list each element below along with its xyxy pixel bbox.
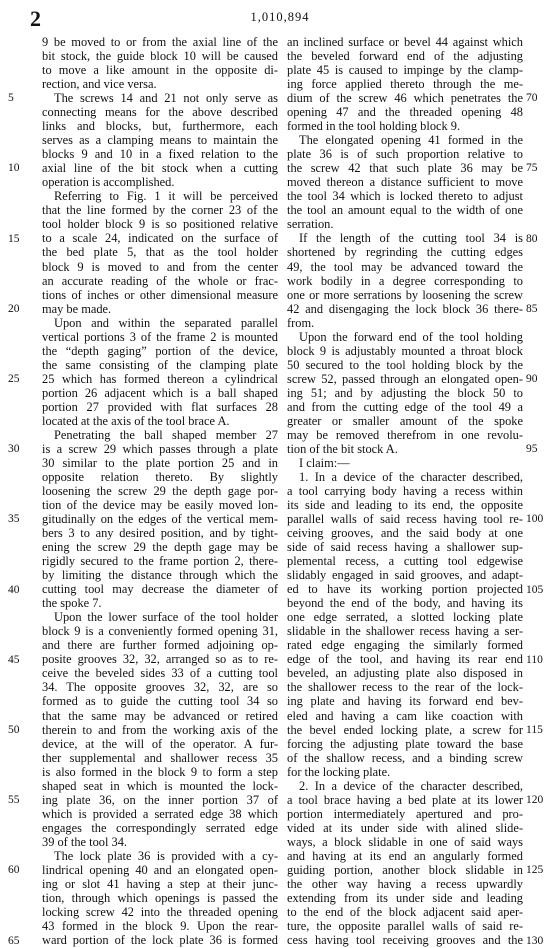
right-text-line: ture, the opposite parallel walls of said re- — [287, 918, 523, 933]
left-text-line: is also formed in the block 9 to form a step — [42, 764, 278, 779]
left-text-line: axial line of the bit stock when a cutting — [42, 161, 278, 176]
left-text-line: The lock plate 36 is provided with a cy- — [54, 848, 278, 863]
left-text-line: tion of the device may be easily moved lon- — [42, 498, 278, 513]
right-margin-line-number: 120 — [526, 794, 544, 807]
left-text-line: the same consisting of the clamping plate — [42, 357, 278, 372]
right-margin-line-number: 100 — [526, 513, 544, 526]
right-text-line: the other way having a recess upwardly — [287, 876, 523, 891]
left-text-line: the bed plate 5, that as the tool holder — [42, 245, 278, 260]
left-margin-line-number: 65 — [8, 934, 20, 947]
left-text-line: 30 similar to the plate portion 25 and in — [42, 455, 278, 470]
right-text-line: ing force applied thereto through the me- — [287, 77, 523, 92]
right-margin-line-number: 110 — [526, 653, 543, 666]
right-text-line: ing plate and having its forward end bev- — [287, 694, 523, 709]
left-text-line: engages the correspondingly serrated edge — [42, 820, 278, 835]
right-text-line: the screw 42 that such plate 36 may be — [287, 161, 523, 176]
left-margin-line-number: 45 — [8, 653, 20, 666]
right-text-line: a tool carrying body having a recess within — [287, 484, 523, 498]
right-text-line: beyond the end of the body, and having its — [287, 596, 523, 611]
right-text-line: 42 and disengaging the lock block 36 there- — [287, 301, 523, 316]
right-text-line: beveled, an adjusting plate also disposed in — [287, 666, 523, 681]
right-text-line: the bevel ended locking plate, a screw for — [287, 722, 523, 737]
right-text-line: formed in the tool holding block 9. — [287, 119, 461, 134]
page-header — [0, 8, 560, 30]
left-text-line: rection, and vice versa. — [42, 77, 157, 92]
left-text-line: lindrical opening 40 and an elongated open- — [42, 862, 278, 877]
left-text-line: ing plate 36, on the inner portion 37 of — [42, 792, 278, 807]
right-text-line: plate 36 is of such proportion relative to — [287, 147, 523, 162]
right-text-line: plemental recess, a cutting tool edgewise — [287, 554, 523, 569]
right-text-line: The elongated opening 41 formed in the — [299, 133, 523, 148]
left-margin-line-number: 55 — [8, 794, 20, 807]
left-text-line: ing or slot 41 having a step at their junc- — [42, 876, 278, 891]
left-text-line: tion, through which openings is passed the — [42, 890, 278, 905]
right-text-line: I claim:— — [299, 455, 350, 470]
left-text-line: The screws 14 and 21 not only serve as — [54, 91, 278, 106]
right-text-line: an inclined surface or bevel 44 against which — [287, 35, 523, 49]
left-text-line: is a screw 29 which passes through a plate — [42, 441, 278, 456]
right-margin-line-number: 130 — [526, 934, 544, 947]
left-margin-line-number: 20 — [8, 302, 20, 315]
left-text-line: formed as to guide the cutting tool 34 so — [42, 694, 278, 709]
left-text-line: block 9 is a conveniently formed opening 31, — [42, 624, 278, 639]
right-text-line: extending from its under side and leading — [287, 890, 523, 905]
right-text-line: edge of the tool, and having its rear end — [287, 652, 523, 667]
right-text-line: 1. In a device of the character described, — [299, 469, 523, 484]
right-text-line: tion of the bit stock A. — [287, 441, 398, 456]
left-text-line: ceive the beveled sides 33 of a cutting tool — [42, 666, 278, 681]
left-text-line: that the same may be advanced or retired — [42, 708, 278, 723]
left-text-line: device, at the will of the operator. A fur- — [42, 736, 278, 751]
right-text-line: screw 52, passed through an elongated open- — [287, 371, 523, 386]
left-text-line: the spoke 7. — [42, 596, 102, 611]
left-margin-line-number: 35 — [8, 513, 20, 526]
left-margin-line-number: 15 — [8, 232, 20, 245]
right-text-line: its side and leading to its end, the opposite — [287, 498, 523, 513]
left-text-line: gitudinally on the edges of the vertical mem- — [42, 512, 278, 527]
left-text-line: ening the screw 29 the depth gage may be — [42, 540, 278, 555]
left-text-line: blocks 9 and 10 in a fixed relation to the — [42, 147, 278, 162]
left-text-line: portion 27 provided with flat surfaces 28 — [42, 399, 278, 414]
right-text-line: If the length of the cutting tool 34 is — [299, 231, 523, 246]
right-text-line: of the shallow recess, and a binding screw — [287, 750, 523, 765]
right-text-line: 50 secured to the tool holding block by the — [287, 357, 523, 372]
left-text-line: to move a like amount in the opposite di- — [42, 63, 278, 78]
left-margin-line-number: 50 — [8, 723, 20, 736]
left-text-line: ward portion of the lock plate 36 is formed — [42, 933, 278, 947]
left-text-line: Upon and within the separated parallel — [54, 315, 278, 330]
left-margin-line-number: 25 — [8, 372, 20, 385]
left-text-line: 39 of the tool 34. — [42, 834, 128, 849]
left-margin-line-number: 5 — [8, 92, 14, 105]
right-text-line: plate 45 is caused to impinge by the clamp- — [287, 63, 523, 78]
right-text-line: guiding portion, another block slidable in — [287, 862, 523, 877]
right-text-line: may be removed therefrom in one revolu- — [287, 427, 523, 442]
left-text-line: posite grooves 32, 32, arranged so as to re- — [42, 652, 278, 667]
left-text-line: tions of inches or other dimensional measure — [42, 287, 278, 302]
right-text-line: the beveled forward end of the adjusting — [287, 49, 523, 64]
left-text-line: connecting means for the above described — [42, 105, 278, 120]
right-text-line: 49, the tool may be advanced toward the — [287, 259, 523, 274]
right-text-line: side of said recess having a shallower sup- — [287, 540, 523, 555]
right-margin-line-number: 90 — [526, 372, 538, 385]
right-text-line: dium of the screw 46 which penetrates the — [287, 91, 523, 106]
right-text-line: cess having tool receiving grooves and the — [287, 933, 523, 947]
right-margin-line-number: 80 — [526, 232, 538, 245]
right-text-line: moved thereon a distance sufficient to move — [287, 175, 523, 190]
right-text-line: ways, a block slidable in one of said ways — [287, 834, 523, 849]
left-text-line: bit stock, the guide block 10 will be caused — [42, 49, 278, 64]
right-text-line: the shallower recess to the rear of the lock- — [287, 680, 523, 695]
right-text-line: ceiving grooves, and the said body at one — [287, 526, 523, 541]
left-text-line: which is provided a serrated edge 38 which — [42, 806, 278, 821]
left-text-line: 43 formed in the block 9. Upon the rear- — [42, 918, 278, 933]
right-text-line: 2. In a device of the character described, — [299, 778, 523, 793]
right-margin-line-number: 105 — [526, 583, 544, 596]
right-text-line: shortened by regrinding the cutting edges — [287, 245, 523, 260]
left-margin-line-number: 40 — [8, 583, 20, 596]
left-text-line: Penetrating the ball shaped member 27 — [54, 427, 278, 442]
left-text-line: Referring to Fig. 1 it will be perceived — [54, 189, 278, 204]
left-text-line: 9 be moved to or from the axial line of the — [42, 35, 278, 49]
left-text-line: by limiting the distance through which the — [42, 568, 278, 583]
right-text-column — [287, 35, 523, 947]
left-text-line: loosening the screw 29 the depth gage por- — [42, 484, 278, 498]
left-text-line: may be made. — [42, 301, 112, 316]
right-text-line: serration. — [287, 217, 334, 232]
patent-number: 1,010,894 — [250, 10, 310, 24]
right-margin-line-number: 125 — [526, 864, 544, 877]
left-margin-line-number: 60 — [8, 864, 20, 877]
left-text-line: to a scale 24, indicated on the surface of — [42, 231, 278, 246]
right-text-line: to the end of the block adjacent said aper- — [287, 904, 523, 919]
right-text-line: the tool 34 which is locked thereto to adjust — [287, 189, 523, 204]
right-text-line: Upon the forward end of the tool holding — [299, 329, 523, 344]
right-margin-line-number: 115 — [526, 723, 543, 736]
left-text-line: Upon the lower surface of the tool holder — [54, 610, 278, 625]
left-text-line: vertical portions 3 of the frame 2 is mounted — [42, 329, 278, 344]
right-text-line: greater or smaller amount of the spoke — [287, 413, 523, 428]
right-text-line: ing 51; and by adjusting the block 50 to — [287, 385, 523, 400]
left-text-line: the “depth gaging” portion of the device, — [42, 343, 278, 358]
right-text-line: forcing the adjusting plate toward the base — [287, 736, 523, 751]
left-text-line: an accurate reading of the whole or frac- — [42, 273, 278, 288]
left-text-line: operation is accomplished. — [42, 175, 175, 190]
right-text-line: a tool brace having a bed plate at its lower — [287, 792, 523, 807]
left-text-line: 34. The opposite grooves 32, 32, are so — [42, 680, 278, 695]
right-text-line: work bodily in a degree corresponding to — [287, 273, 523, 288]
left-text-line: shaped seat in which is mounted the lock- — [42, 778, 278, 793]
left-text-line: 25 which has formed thereon a cylindrical — [42, 371, 278, 386]
left-text-line: portion 26 adjacent which is a ball shaped — [42, 385, 278, 400]
left-text-line: therein to and from the working axis of the — [42, 722, 278, 737]
left-text-line: bers 3 to any desired position, and by tight- — [42, 526, 278, 541]
left-text-line: tool holder block 9 is so positioned relative — [42, 217, 278, 232]
right-text-line: one edge serrated, a slotted locking plate — [287, 610, 523, 625]
left-margin-line-number: 10 — [8, 162, 20, 175]
left-text-column — [42, 35, 278, 947]
right-text-line: opening 47 and the threaded opening 48 — [287, 105, 523, 120]
right-text-line: rated edge engaging the similarly formed — [287, 638, 523, 653]
left-text-line: that the line formed by the corner 23 of the — [42, 203, 278, 218]
right-text-line: ed to have its working portion projected — [287, 582, 523, 597]
left-text-line: links and blocks, but, furthermore, each — [42, 119, 278, 134]
left-text-line: opposite relation thereto. By slightly — [42, 469, 278, 484]
right-text-line: eled and having a cam like coaction with — [287, 708, 523, 723]
left-text-line: located at the axis of the tool brace A. — [42, 413, 230, 428]
right-text-line: from. — [287, 315, 315, 330]
left-text-line: rigidly secured to the frame portion 2, there- — [42, 554, 278, 569]
left-margin-line-number: 30 — [8, 443, 20, 456]
left-text-line: ther supplemental and shallower recess 35 — [42, 750, 278, 765]
page-number: 2 — [30, 6, 41, 31]
right-margin-line-number: 70 — [526, 92, 538, 105]
right-margin-line-number: 85 — [526, 302, 538, 315]
left-text-line: serves as a clamping means to maintain the — [42, 133, 278, 148]
right-margin-line-number: 95 — [526, 443, 538, 456]
right-text-line: and having at its end an angularly formed — [287, 848, 523, 863]
right-text-line: parallel walls of said recess having tool re- — [287, 512, 523, 527]
right-margin-line-number: 75 — [526, 162, 538, 175]
right-text-line: and from the cutting edge of the tool 49 a — [287, 399, 523, 414]
right-text-line: slidable in the shallower recess having a ser- — [287, 624, 523, 639]
right-text-line: for the locking plate. — [287, 764, 391, 779]
right-text-line: the tool an amount equal to the width of one — [287, 203, 523, 218]
right-text-line: vided at its under side with alined slide- — [287, 820, 523, 835]
left-text-line: block 9 is moved to and from the center — [42, 259, 278, 274]
left-text-line: and there are further formed adjoining op- — [42, 638, 278, 653]
left-text-line: cutting tool may decrease the diameter of — [42, 582, 278, 597]
right-text-line: one or more serrations by loosening the screw — [287, 287, 523, 302]
right-text-line: block 9 is adjustably mounted a throat block — [287, 343, 523, 358]
right-text-line: portion intermediately apertured and pro- — [287, 806, 523, 821]
right-text-line: slidably engaged in said grooves, and adapt- — [287, 568, 523, 583]
left-text-line: locking screw 42 into the threaded opening — [42, 904, 278, 919]
